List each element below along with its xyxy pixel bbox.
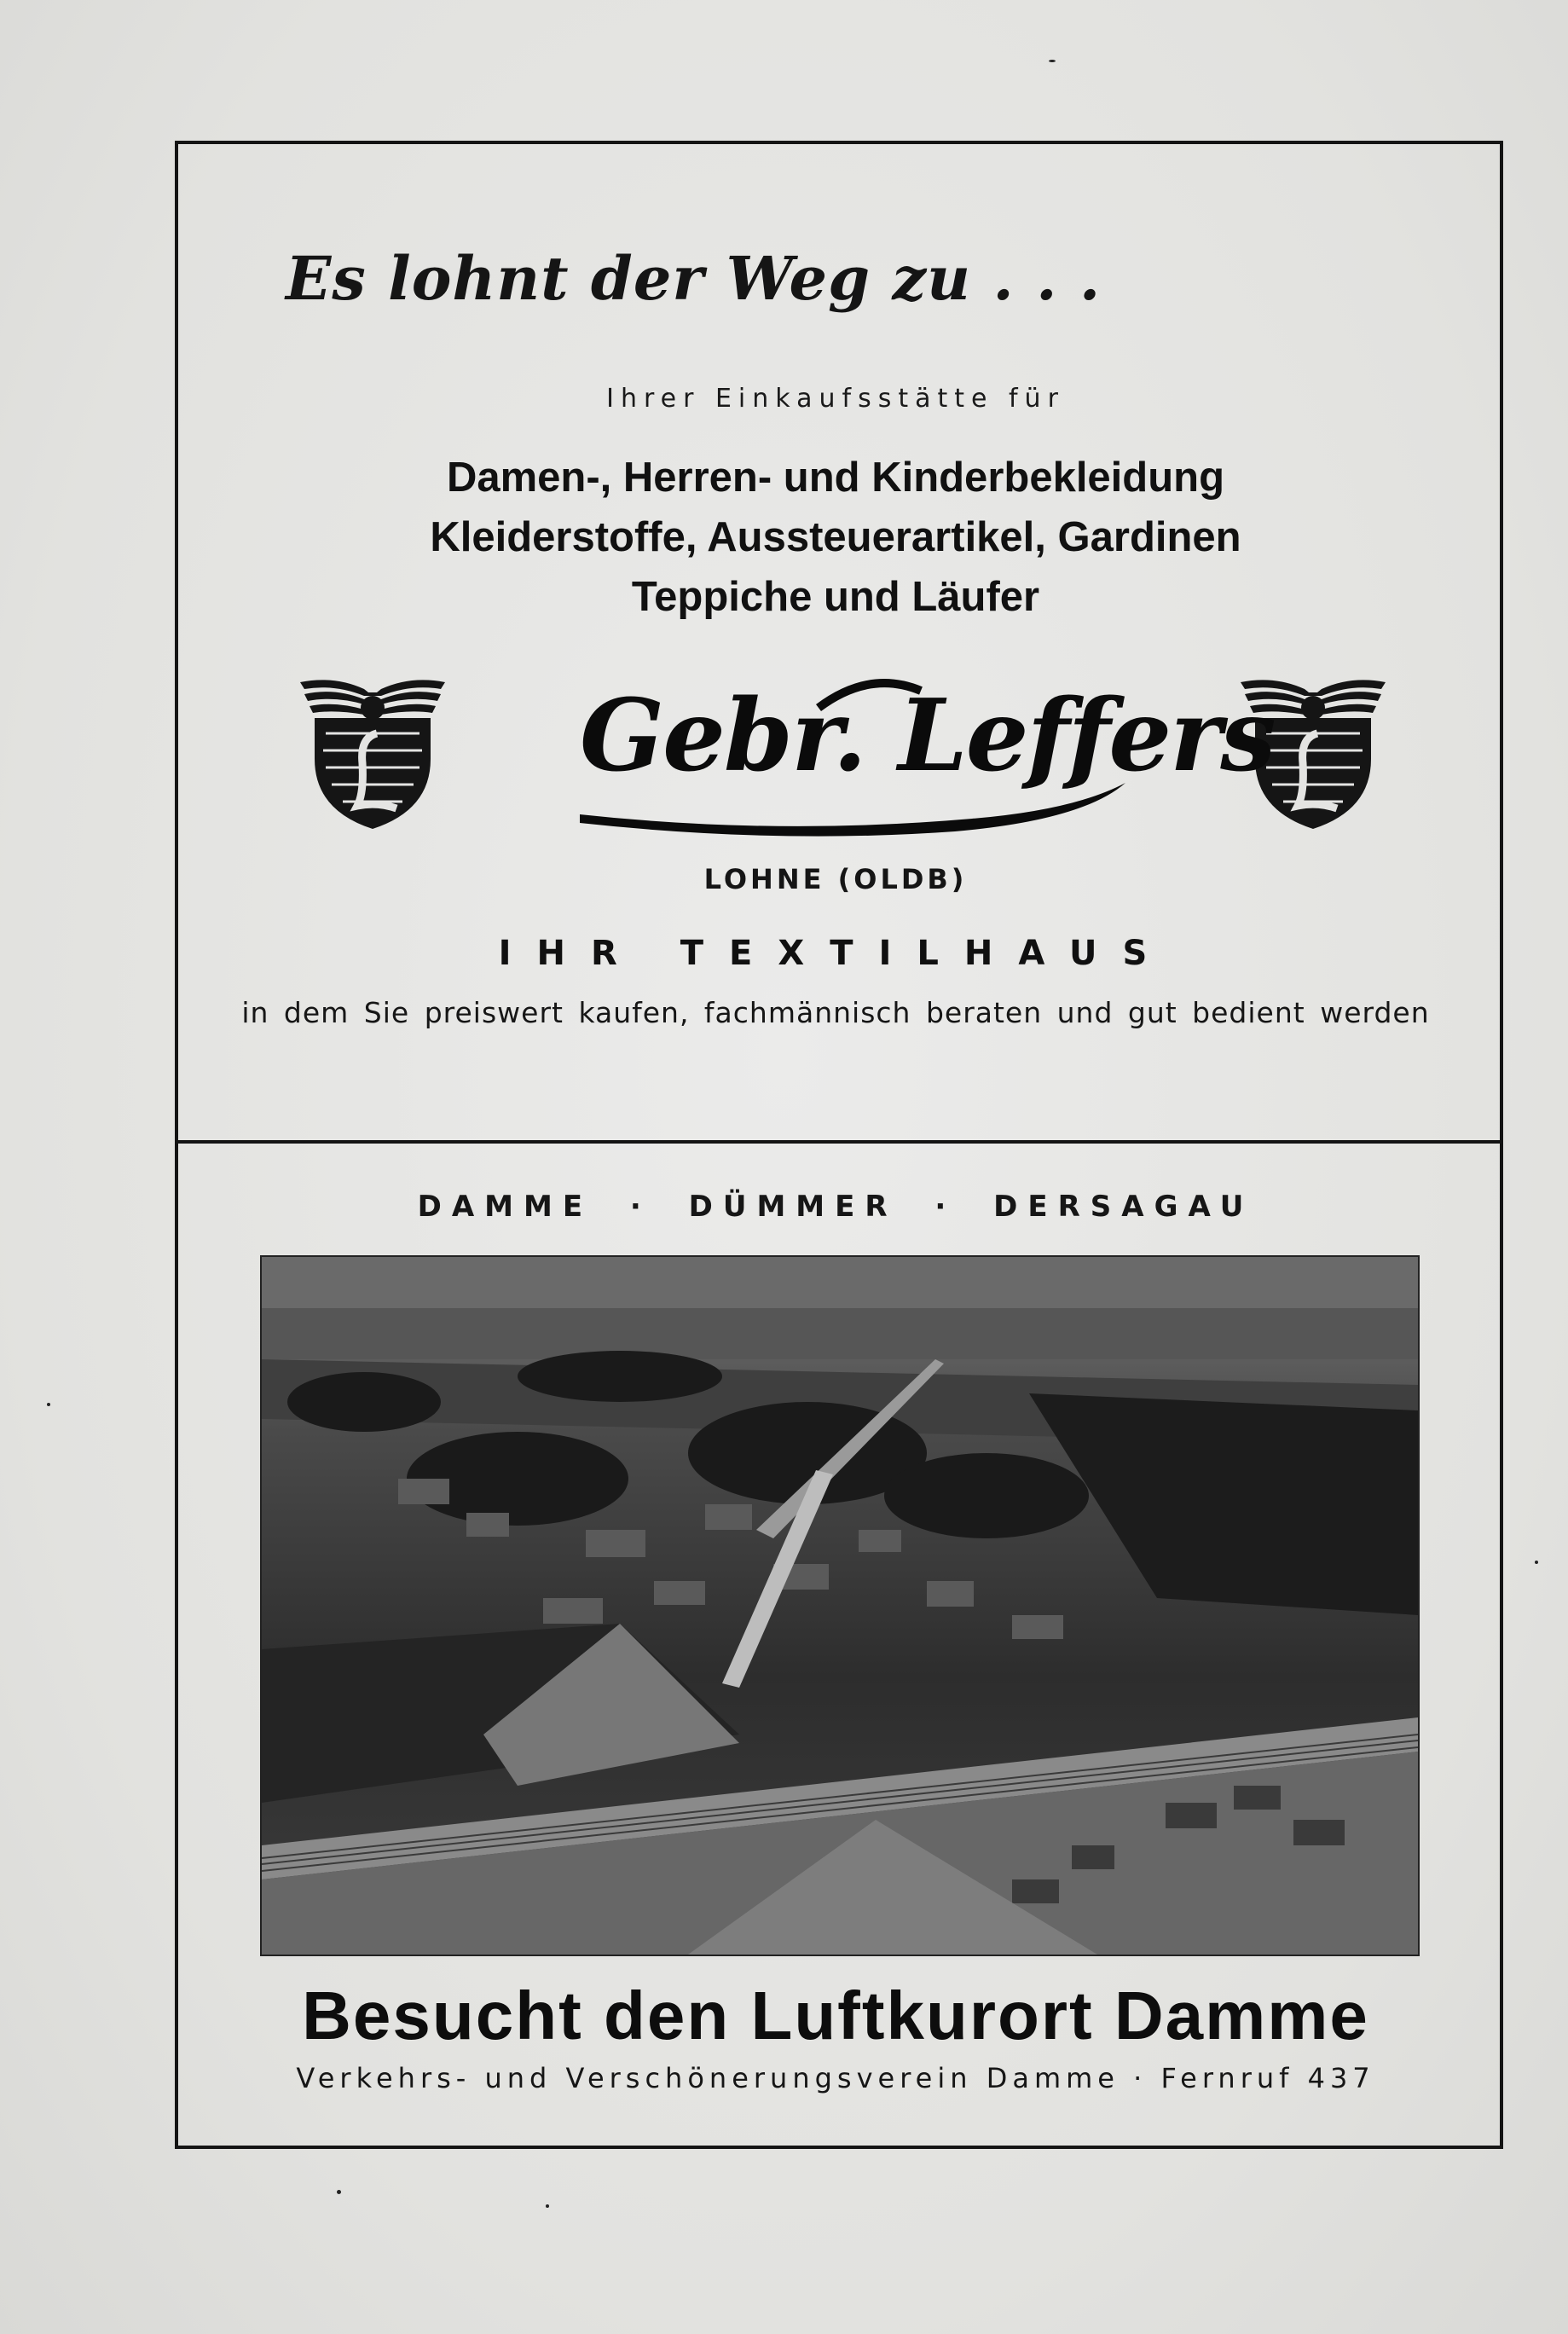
scan-speck xyxy=(47,1403,50,1406)
scan-speck xyxy=(546,2204,549,2208)
scan-speck xyxy=(1049,60,1056,62)
intro-line: Ihrer Einkaufsstätte für xyxy=(606,384,1065,414)
location: LOHNE (OLDB) xyxy=(703,863,968,895)
aerial-town-photo-icon xyxy=(262,1257,1418,1955)
footer-line: Verkehrs- und Verschönerungsverein Damme · Fernruf 437 xyxy=(296,2062,1375,2094)
towns-line: DAMME · DÜMMER · DERSAGAU xyxy=(417,1190,1254,1224)
company-logo-text: Gebr. Leffers xyxy=(580,678,1275,794)
slogan: Es lohnt der Weg zu . . . xyxy=(286,243,1102,314)
product-line: Damen-, Herren- und Kinderbekleidung xyxy=(446,455,1225,501)
tagline: IHR TEXTILHAUS xyxy=(498,934,1173,973)
scan-speck xyxy=(337,2190,341,2194)
scan-speck xyxy=(1535,1561,1538,1564)
company-logo xyxy=(563,674,1275,844)
aerial-photo xyxy=(260,1255,1420,1956)
product-line: Kleiderstoffe, Aussteuerartikel, Gardinen xyxy=(430,514,1241,560)
ad-divider xyxy=(175,1140,1503,1144)
headline: Besucht den Luftkurort Damme xyxy=(302,1978,1369,2053)
crest-left-icon xyxy=(296,674,449,831)
subline: in dem Sie preiswert kaufen, fachmännisch beraten und gut bedient werden xyxy=(241,996,1430,1029)
product-line: Teppiche und Läufer xyxy=(631,574,1040,620)
product-lines xyxy=(171,448,1501,627)
